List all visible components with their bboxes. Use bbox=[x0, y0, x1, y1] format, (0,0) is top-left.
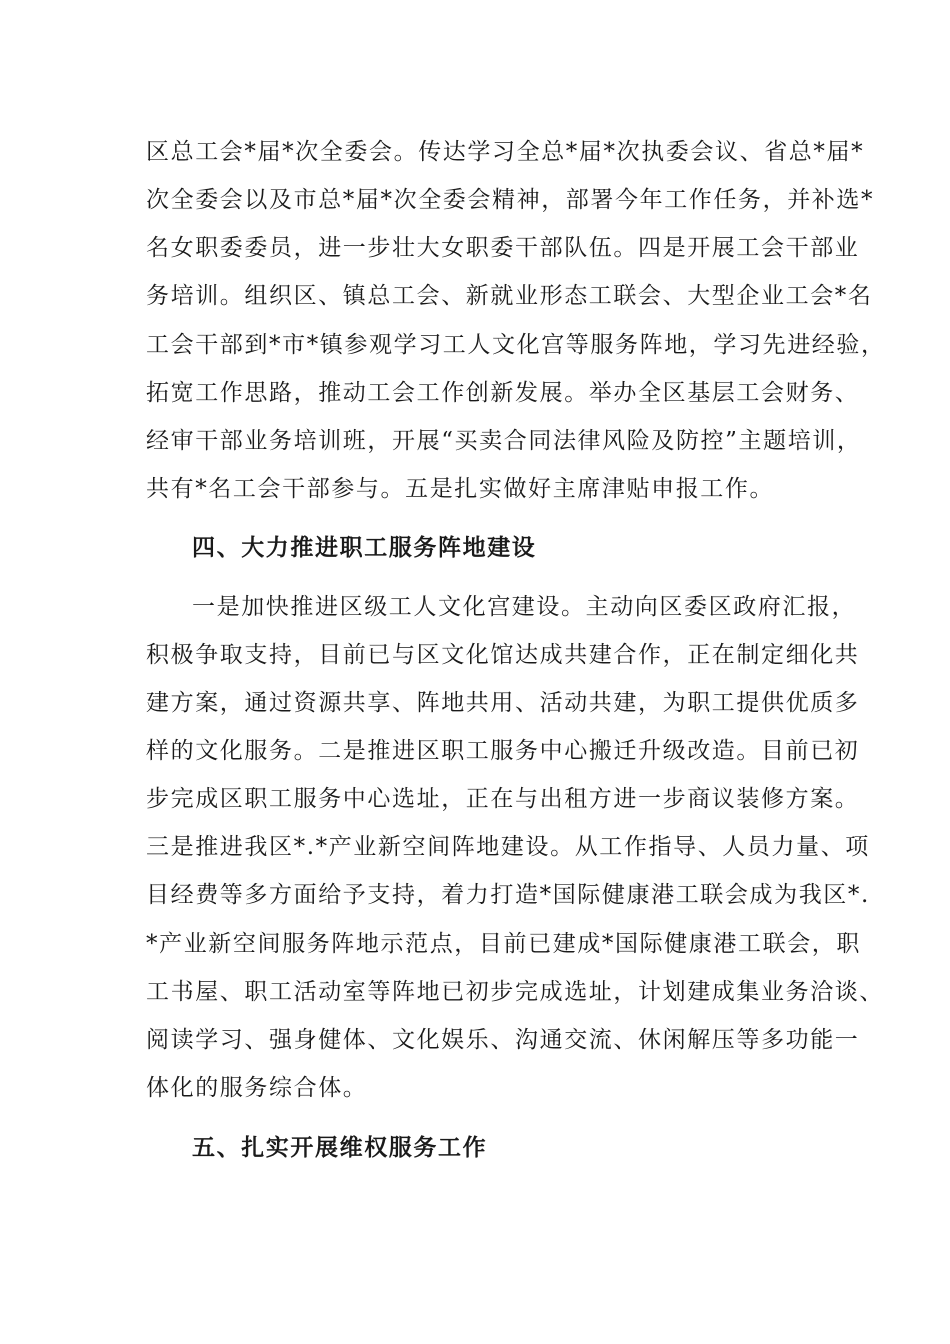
text-line: 务培训。组织区、镇总工会、新就业形态工联会、大型企业工会*名 bbox=[146, 283, 873, 309]
text-line: 拓宽工作思路，推动工会工作创新发展。举办全区基层工会财务、 bbox=[146, 380, 860, 406]
text-line: 一是加快推进区级工人文化宫建设。主动向区委区政府汇报， bbox=[192, 594, 857, 620]
text-line: *产业新空间服务阵地示范点，目前已建成*国际健康港工联会，职 bbox=[146, 931, 861, 957]
text-line: 区总工会*届*次全委会。传达学习全总*届*次执委会议、省总*届* bbox=[146, 139, 865, 165]
text-line: 工书屋、职工活动室等阵地已初步完成选址，计划建成集业务洽谈、 bbox=[146, 979, 884, 1005]
text-line: 步完成区职工服务中心选址，正在与出租方进一步商议装修方案。 bbox=[146, 786, 860, 812]
text-line: 体化的服务综合体。 bbox=[146, 1075, 368, 1101]
text-line: 积极争取支持，目前已与区文化馆达成共建合作，正在制定细化共 bbox=[146, 642, 860, 668]
text-line: 工会干部到*市*镇参观学习工人文化宫等服务阵地，学习先进经验， bbox=[146, 332, 886, 358]
section-heading-5: 五、扎实开展维权服务工作 bbox=[192, 1135, 488, 1161]
text-line: 阅读学习、强身健体、文化娱乐、沟通交流、休闲解压等多功能一 bbox=[146, 1027, 860, 1053]
text-line: 样的文化服务。二是推进区职工服务中心搬迁升级改造。目前已初 bbox=[146, 738, 860, 764]
text-line: 名女职委委员，进一步壮大女职委干部队伍。四是开展工会干部业 bbox=[146, 235, 860, 261]
text-line: 经审干部业务培训班，开展“买卖合同法律风险及防控”主题培训， bbox=[146, 428, 862, 454]
text-line: 三是推进我区*.*产业新空间阵地建设。从工作指导、人员力量、项 bbox=[146, 834, 870, 860]
text-line: 次全委会以及市总*届*次全委会精神，部署今年工作任务，并补选* bbox=[146, 187, 875, 213]
text-line: 共有*名工会干部参与。五是扎实做好主席津贴申报工作。 bbox=[146, 476, 775, 502]
text-line: 建方案，通过资源共享、阵地共用、活动共建，为职工提供优质多 bbox=[146, 690, 860, 716]
text-line: 目经费等多方面给予支持，着力打造*国际健康港工联会成为我区*. bbox=[146, 882, 870, 908]
section-heading-4: 四、大力推进职工服务阵地建设 bbox=[192, 535, 537, 561]
